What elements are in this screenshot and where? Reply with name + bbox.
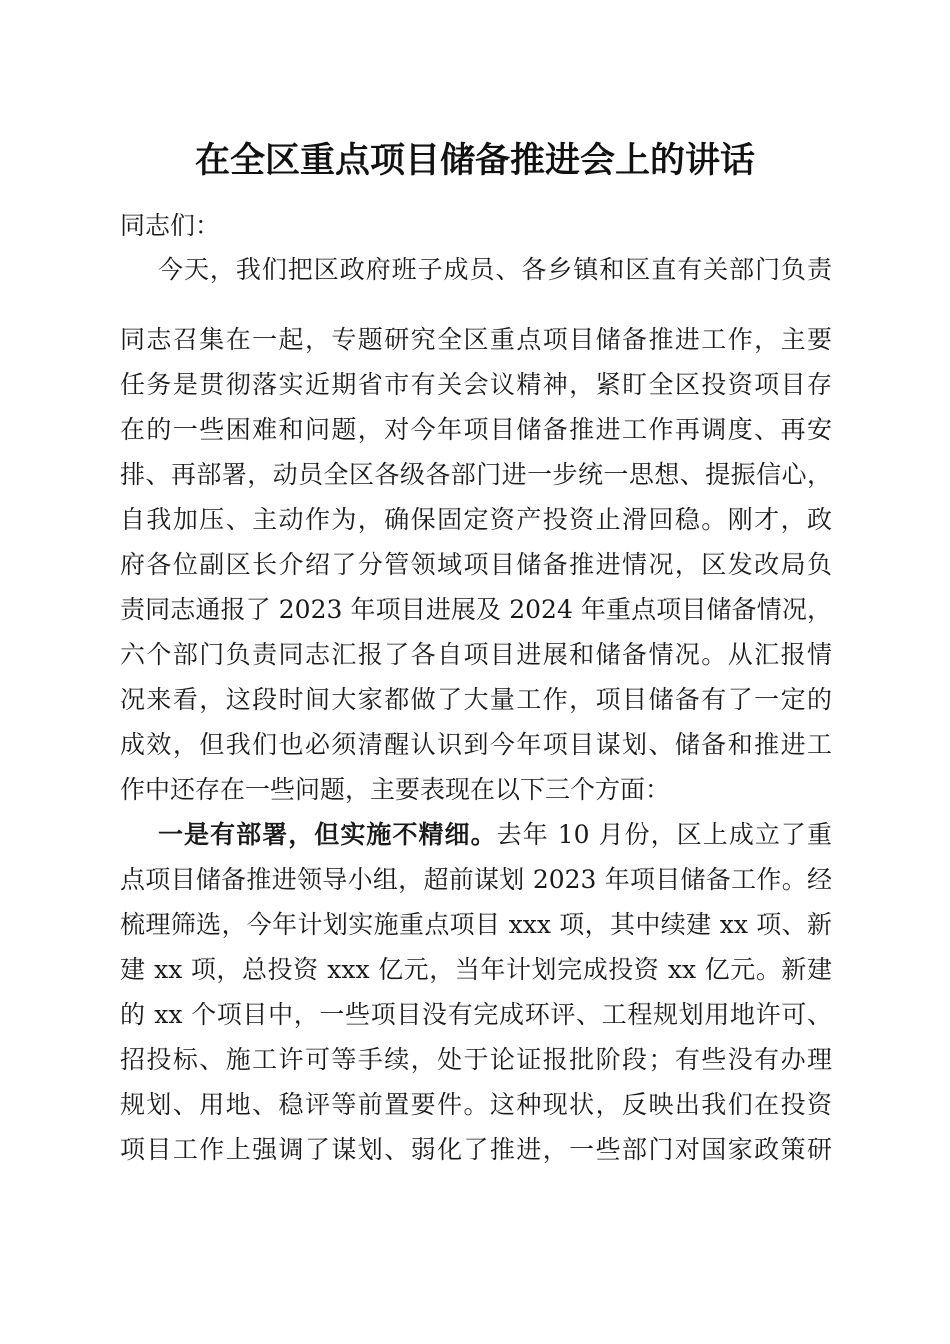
- paragraph-line: 点项目储备推进领导小组，超前谋划 2023 年项目储备工作。经: [120, 865, 832, 894]
- paragraph-line: [158, 815, 832, 855]
- paragraph-line: 同志召集在一起，专题研究全区重点项目储备推进工作，主要: [120, 325, 832, 354]
- paragraph-line: 况来看，这段时间大家都做了大量工作，项目储备有了一定的: [120, 685, 832, 714]
- document-title: 在全区重点项目储备推进会上的讲话: [194, 140, 755, 181]
- paragraph-line: 自我加压、主动作为，确保固定资产投资止滑回稳。刚才，政: [120, 505, 832, 534]
- paragraph-line: 作中还存在一些问题，主要表现在以下三个方面：: [120, 775, 671, 804]
- paragraph-line: 任务是贯彻落实近期省市有关会议精神，紧盯全区投资项目存: [120, 370, 832, 399]
- paragraph-line: 成效，但我们也必须清醒认识到今年项目谋划、储备和推进工: [120, 730, 832, 759]
- paragraph-line: 梳理筛选，今年计划实施重点项目 xxx 项，其中续建 xx 项、新: [120, 910, 832, 939]
- paragraph-line: 的 xx 个项目中，一些项目没有完成环评、工程规划用地许可、: [120, 1000, 832, 1029]
- paragraph-line: 在的一些困难和问题，对今年项目储备推进工作再调度、再安: [120, 415, 832, 444]
- paragraph-line: 招投标、施工许可等手续，处于论证报批阶段；有些没有办理: [120, 1045, 832, 1074]
- paragraph-line: 责同志通报了 2023 年项目进展及 2024 年重点项目储备情况，: [120, 595, 832, 624]
- paragraph-line: 项目工作上强调了谋划、弱化了推进，一些部门对国家政策研: [120, 1135, 832, 1164]
- paragraph-heading: 一是有部署，但实施不精细。: [158, 820, 497, 849]
- paragraph-line: 建 xx 项，总投资 xxx 亿元，当年计划完成投资 xx 亿元。新建: [120, 955, 832, 984]
- paragraph-line: 今天，我们把区政府班子成员、各乡镇和区直有关部门负责: [158, 255, 832, 284]
- paragraph-line: 六个部门负责同志汇报了各自项目进展和储备情况。从汇报情: [120, 640, 832, 669]
- paragraph-line: 府各位副区长介绍了分管领域项目储备推进情况，区发改局负: [120, 550, 832, 579]
- paragraph-text: 去年 10 月份，区上成立了重: [496, 820, 832, 849]
- salutation: 同志们：: [120, 211, 221, 240]
- paragraph-line: 规划、用地、稳评等前置要件。这种现状，反映出我们在投资: [120, 1090, 832, 1119]
- paragraph-line: 排、再部署，动员全区各级各部门进一步统一思想、提振信心，: [120, 460, 832, 489]
